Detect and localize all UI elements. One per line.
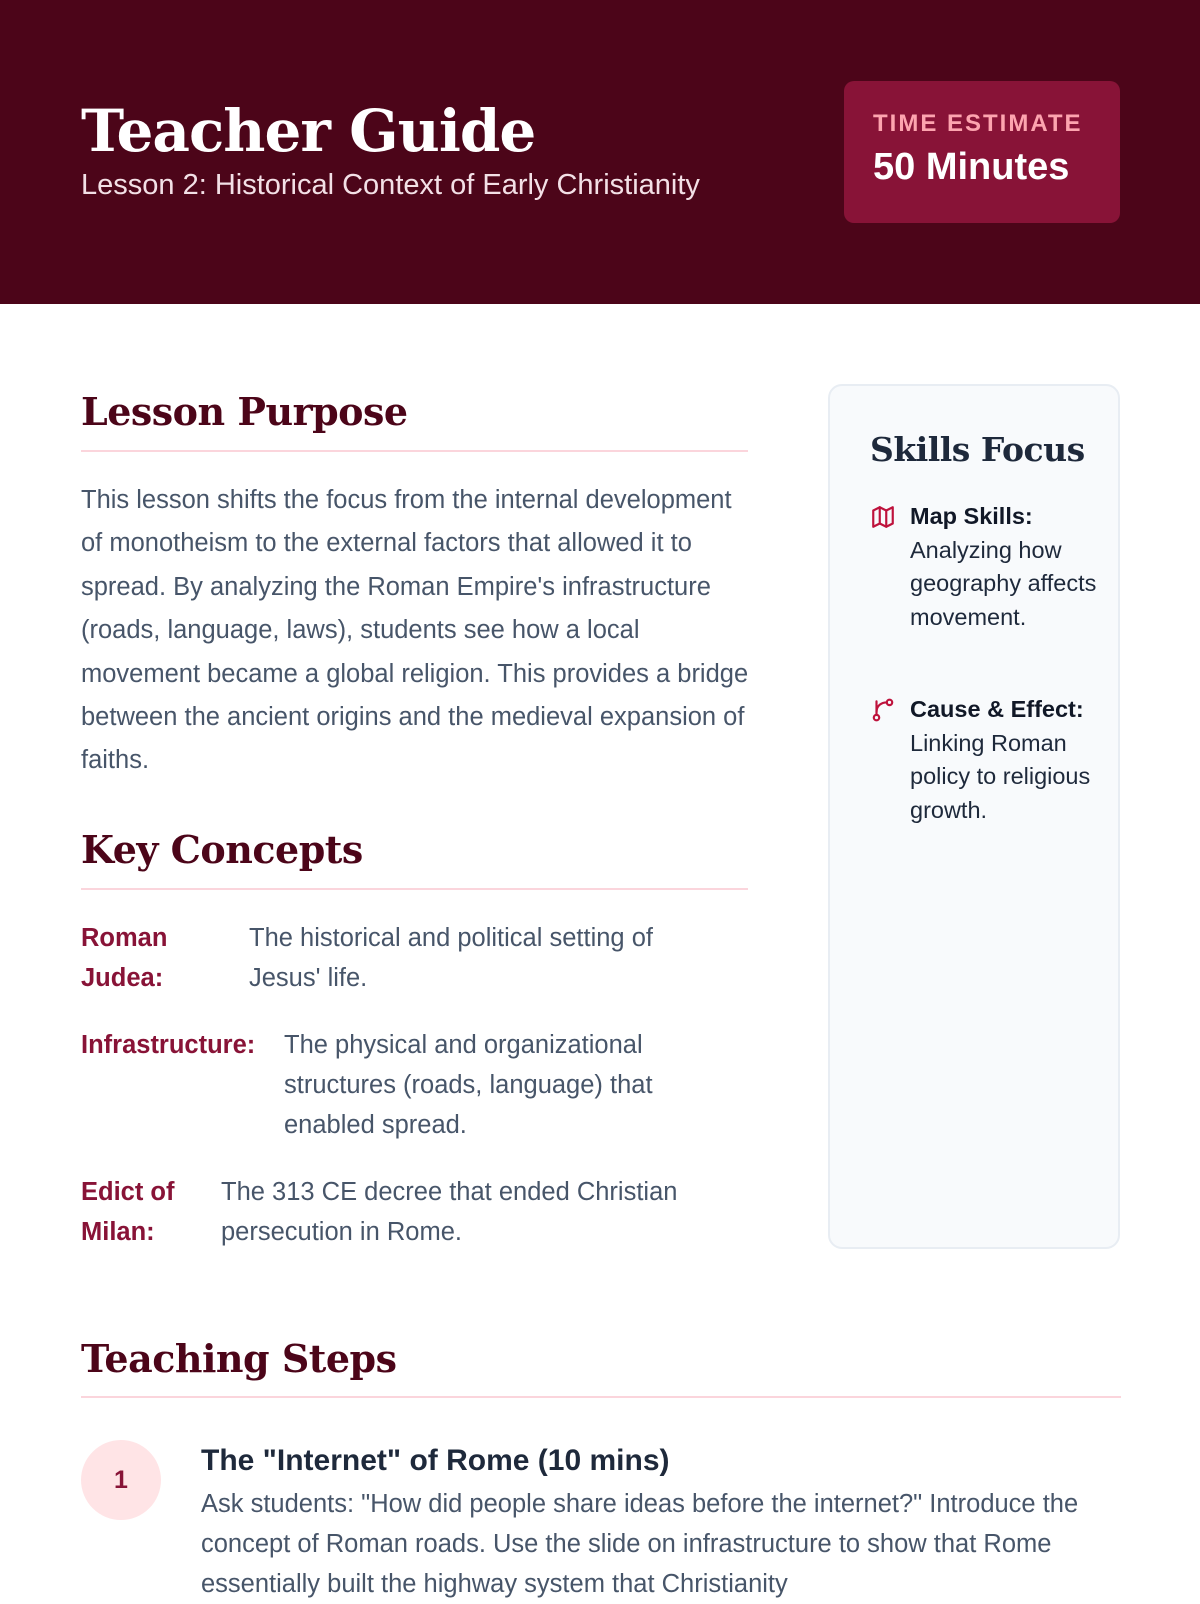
concept-definition: The 313 CE decree that ended Christian persecution in Rome. [221, 1178, 678, 1246]
skill-text [910, 693, 1110, 827]
concept-item [81, 1025, 751, 1145]
concept-definition: The historical and political setting of Jesus' life. [249, 924, 653, 992]
time-estimate-value: 50 Minutes [873, 146, 1070, 188]
time-estimate-label: TIME ESTIMATE [873, 110, 1083, 137]
skill-text [910, 500, 1110, 634]
page-subtitle: Lesson 2: Historical Context of Early Christianity [81, 169, 700, 201]
page-title: Teacher Guide [81, 97, 536, 165]
lesson-purpose-heading: Lesson Purpose [81, 389, 408, 434]
map-icon [870, 504, 896, 530]
concept-item [81, 918, 751, 998]
skill-description: Linking Roman policy to religious growth. [910, 729, 1091, 823]
skill-description: Analyzing how geography affects movement. [910, 536, 1097, 630]
skill-item-map-skills [870, 500, 1110, 634]
skill-name: Map Skills: [910, 503, 1033, 529]
key-concepts-heading: Key Concepts [81, 827, 363, 872]
skill-item-cause-effect [870, 693, 1110, 827]
concept-term: Roman Judea: [81, 924, 168, 992]
skill-name: Cause & Effect: [910, 696, 1084, 722]
step-title: The "Internet" of Rome (10 mins) [201, 1444, 670, 1477]
skills-focus-heading: Skills Focus [870, 430, 1085, 469]
concept-item [81, 1172, 751, 1252]
time-estimate-badge [844, 81, 1120, 223]
teaching-steps-divider [81, 1396, 1121, 1398]
concept-term: Infrastructure: [81, 1031, 256, 1059]
teaching-steps-heading: Teaching Steps [81, 1336, 397, 1381]
concept-definition: The physical and organizational structures (roads, language) that enabled spread. [284, 1031, 653, 1139]
lesson-purpose-text: This lesson shifts the focus from the internal development of monotheism to the external factors that allowed it to spread. By analyzing the Roman Empire's infrastructure (roads, language, laws), students see how a local movement became a global religion. This provides a bridge between the ancient origins and the medieval expansion of faiths. [81, 486, 749, 775]
key-concepts-divider [81, 888, 748, 890]
skills-focus-card [828, 384, 1120, 1249]
concept-term: Edict of Milan: [81, 1178, 175, 1246]
header-banner [0, 0, 1200, 304]
step-description: Ask students: "How did people share ideas before the internet?" Introduce the concept of Roman roads. Use the slide on infrastructure to show that Rome essentially built the highway system that Christianity [201, 1490, 1079, 1598]
branch-icon [870, 697, 896, 723]
step-number-badge: 1 [81, 1440, 161, 1520]
lesson-purpose-divider [81, 450, 748, 452]
